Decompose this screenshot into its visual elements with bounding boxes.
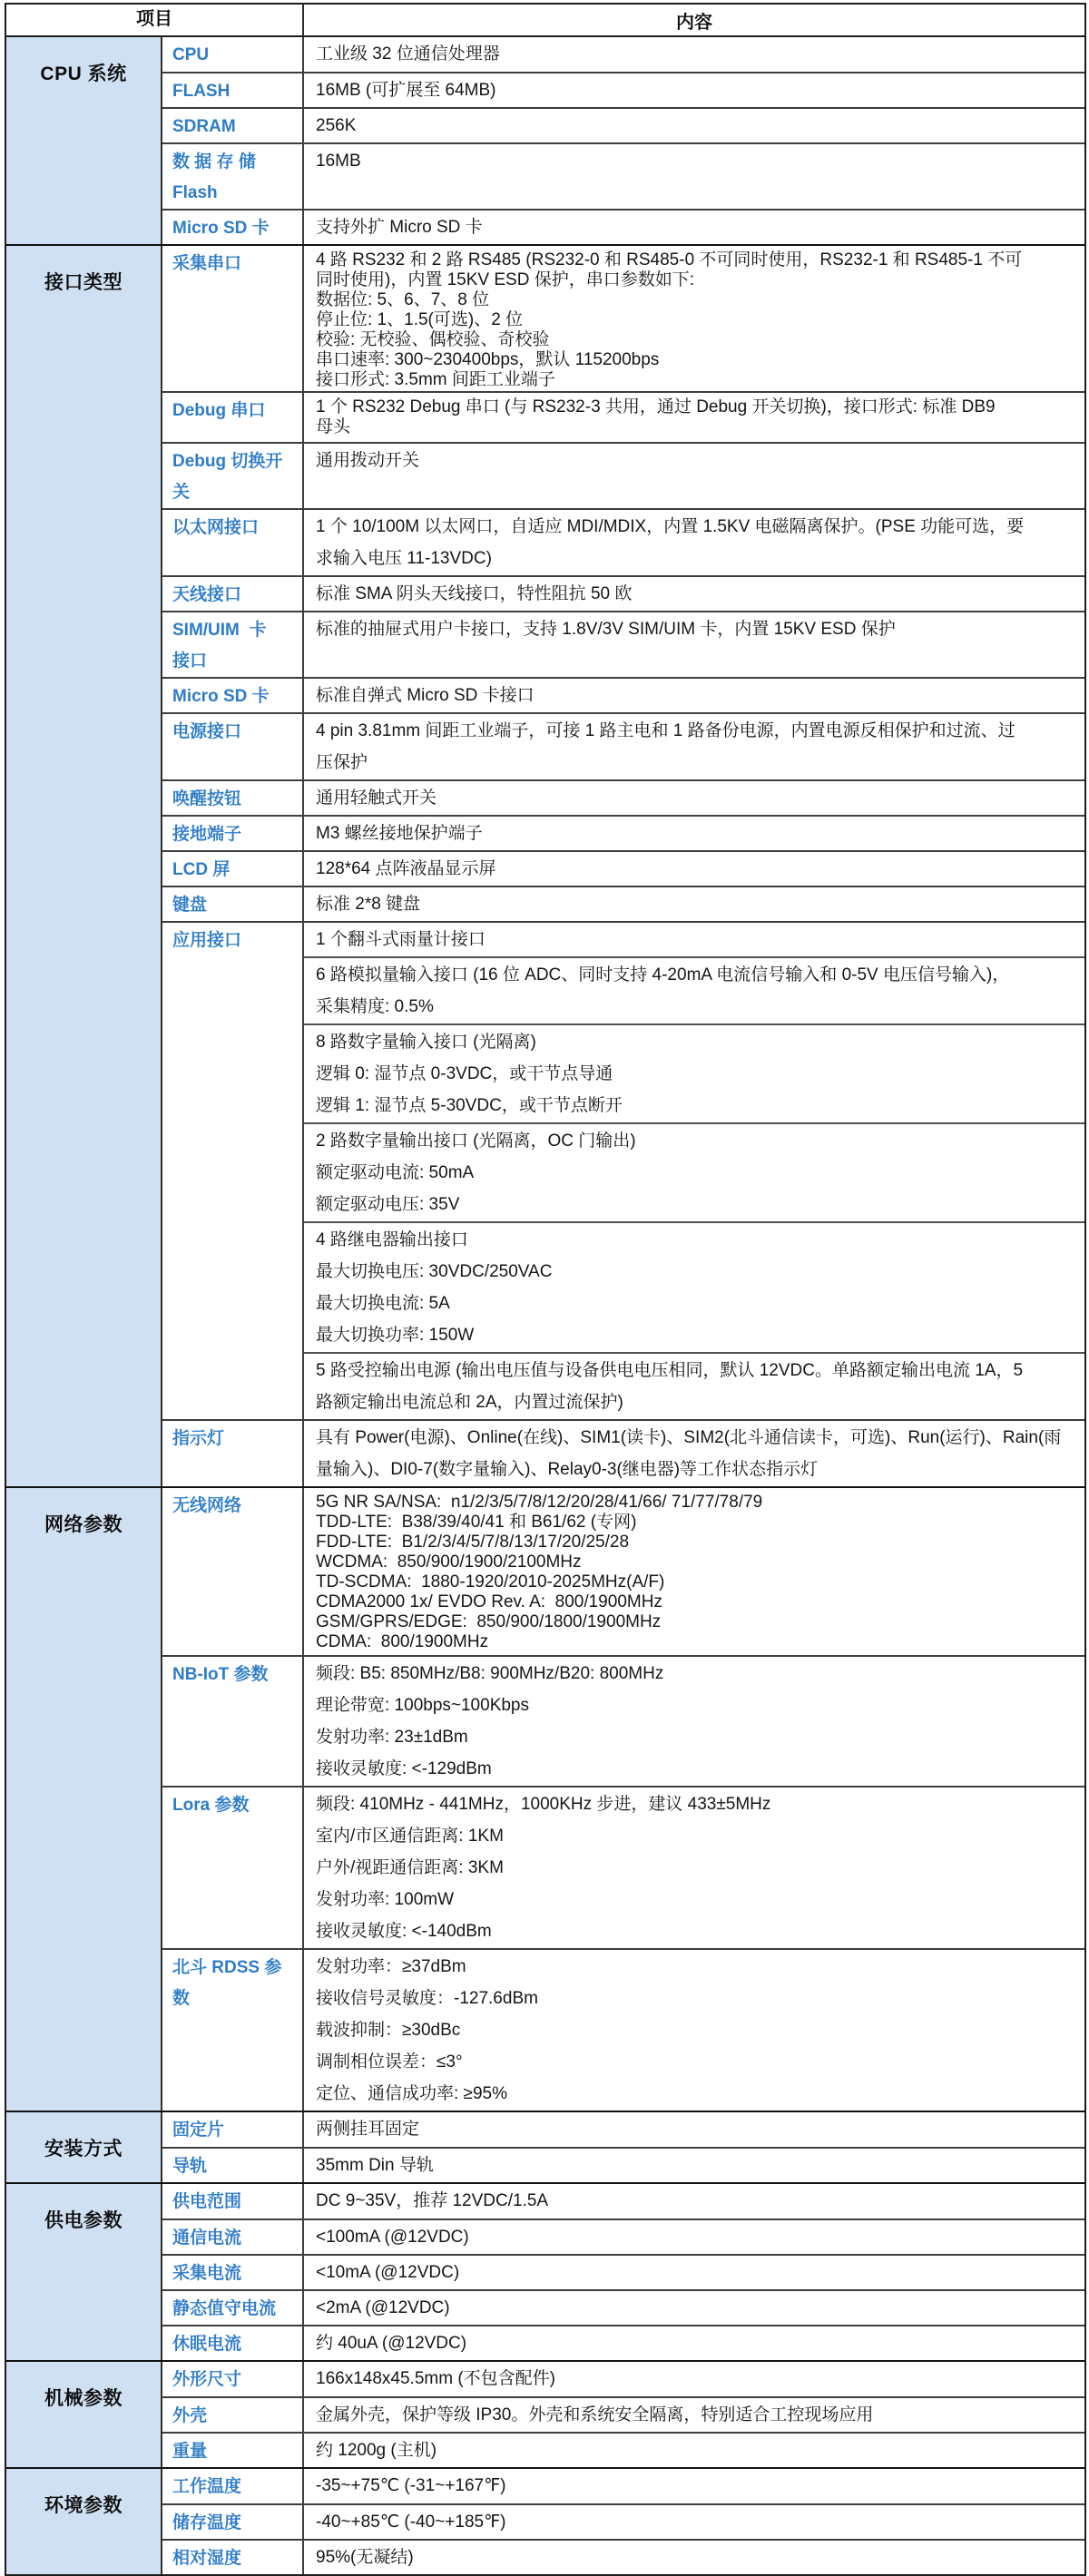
category-cell: 接口类型 xyxy=(6,246,162,1486)
spec-row-sdram xyxy=(162,107,1084,142)
spec-label-dataflash xyxy=(162,144,304,209)
spec-value-block xyxy=(304,1788,1084,1948)
spec-label-line: 储存温度 xyxy=(172,2513,242,2532)
spec-value-line: CDMA: 800/1900MHz xyxy=(316,1632,489,1651)
spec-value-block xyxy=(304,1421,1084,1486)
spec-value-microsdext xyxy=(304,211,1084,244)
spec-value-block xyxy=(304,2326,1084,2360)
spec-value-line: 支持外扩 Micro SD 卡 xyxy=(316,218,483,237)
spec-value-line: 频段: 410MHz - 441MHz，1000KHz 步进，建议 433±5MHz xyxy=(316,1795,771,1814)
spec-value-line: 载波抑制：≥30dBc xyxy=(316,2021,461,2040)
spec-value-block xyxy=(304,2505,1084,2539)
spec-value-sdram xyxy=(304,109,1084,142)
spec-value-line: <2mA (@12VDC) xyxy=(316,2298,450,2317)
spec-value-line: 量输入)、DI0-7(数字量输入)、Relay0-3(继电器)等工作状态指示灯 xyxy=(316,1460,819,1479)
spec-value-block xyxy=(304,679,1084,712)
spec-value-block xyxy=(304,2149,1084,2182)
spec-label-line: Flash xyxy=(172,183,218,202)
spec-label-wireless xyxy=(162,1488,304,1655)
spec-value-line: 两侧挂耳固定 xyxy=(316,2120,420,2139)
spec-value-block xyxy=(304,211,1084,244)
spec-value-line: <10mA (@12VDC) xyxy=(316,2263,460,2282)
spec-value-debugswitch xyxy=(304,444,1084,508)
spec-value-line: 数据位: 5、6、7、8 位 xyxy=(316,290,490,309)
spec-value-line: 标准 SMA 阴头天线接口，特性阻抗 50 欧 xyxy=(316,584,633,603)
spec-label-hum xyxy=(162,2541,304,2574)
section-mount xyxy=(6,2111,1084,2182)
spec-value-cpu xyxy=(304,37,1084,72)
section-rows xyxy=(162,37,1084,244)
spec-row-din xyxy=(162,2147,1084,2182)
spec-row-weight xyxy=(162,2432,1084,2467)
spec-label-line: Debug 串口 xyxy=(172,401,266,420)
spec-value-nbiot xyxy=(304,1657,1084,1786)
spec-label-case xyxy=(162,2398,304,2432)
spec-label-line: 接地端子 xyxy=(172,825,242,844)
spec-label-sdram xyxy=(162,109,304,142)
spec-value-block xyxy=(304,2291,1084,2325)
spec-value-line: 标准 2*8 键盘 xyxy=(316,895,421,914)
spec-value-line: 1 个 RS232 Debug 串口 (与 RS232-3 共用，通过 Debug 开关切换)，接口形式: 标准 DB9 xyxy=(316,397,996,416)
spec-value-line: 定位、通信成功率: ≥95% xyxy=(316,2084,508,2103)
spec-label-line: 键盘 xyxy=(172,896,208,915)
spec-value-block xyxy=(304,2256,1084,2289)
spec-row-lora xyxy=(162,1786,1084,1948)
section-rows xyxy=(162,2469,1084,2574)
spec-sections xyxy=(6,37,1084,2574)
spec-value-line: 约 40uA (@12VDC) xyxy=(316,2334,467,2353)
section-cpu xyxy=(6,37,1084,244)
spec-value-line: 最大切换电流: 5A xyxy=(316,1294,450,1313)
spec-value-line: 具有 Power(电源)、Online(在线)、SIM1(读卡)、SIM2(北斗通信读卡，可选)、Run(运行)、Rain(雨 xyxy=(316,1428,1062,1447)
spec-label-line: 休眠电流 xyxy=(172,2335,242,2354)
spec-row-debugswitch xyxy=(162,442,1084,508)
spec-label-debugserial xyxy=(162,393,304,442)
spec-row-serial xyxy=(162,246,1084,391)
spec-row-scur xyxy=(162,2289,1084,2325)
spec-value-line: TD-SCDMA: 1880-1920/2010-2025MHz(A/F) xyxy=(316,1572,665,1592)
spec-value-block xyxy=(304,1950,1084,2111)
header-content-cell: 内容 xyxy=(676,12,712,33)
category-cell: CPU 系统 xyxy=(6,37,162,244)
category-cell: 供电参数 xyxy=(6,2184,162,2360)
spec-value-line: 约 1200g (主机) xyxy=(316,2441,437,2460)
spec-value-ethernet xyxy=(304,510,1084,575)
spec-value-line: 室内/市区通信距离: 1KM xyxy=(316,1827,504,1846)
spec-label-sim xyxy=(162,612,304,677)
spec-value-prange xyxy=(304,2184,1084,2218)
spec-label-line: 采集电流 xyxy=(172,2264,242,2283)
spec-label-wake xyxy=(162,781,304,815)
spec-value-line: 4 路继电器输出接口 xyxy=(316,1230,468,1249)
spec-row-acur xyxy=(162,2254,1084,2289)
spec-value-line: 发射功率: 100mW xyxy=(316,1890,455,1909)
spec-label-dim xyxy=(162,2362,304,2396)
spec-row-case xyxy=(162,2396,1084,2432)
spec-label-mount xyxy=(162,2112,304,2147)
spec-row-dim xyxy=(162,2362,1084,2396)
spec-label-keypad xyxy=(162,887,304,921)
spec-value-block xyxy=(304,2398,1084,2432)
spec-value-line: 额定驱动电流: 50mA xyxy=(316,1163,475,1182)
section-rows xyxy=(162,1488,1084,2111)
spec-value-keypad xyxy=(304,887,1084,921)
spec-value-ground xyxy=(304,817,1084,850)
spec-value-block xyxy=(304,2541,1084,2574)
spec-value-line: 接收灵敏度: <-129dBm xyxy=(316,1759,492,1778)
section-wireless xyxy=(6,1486,1084,2111)
spec-label-flash xyxy=(162,73,304,107)
spec-value-line: 频段: B5: 850MHz/B8: 900MHz/B20: 800MHz xyxy=(316,1664,664,1683)
spec-label-powerif xyxy=(162,714,304,779)
spec-row-ethernet xyxy=(162,508,1084,575)
spec-label-line: NB-IoT 参数 xyxy=(172,1665,269,1684)
spec-row-ground xyxy=(162,815,1084,850)
spec-value-line: 理论带宽: 100bps~100Kbps xyxy=(316,1696,529,1715)
spec-value-block xyxy=(304,714,1084,779)
spec-value-block xyxy=(304,2220,1084,2254)
spec-label-line: CPU xyxy=(172,45,210,64)
spec-table xyxy=(5,3,1086,2576)
spec-value-line: -35~+75℃ (-31~+167℉) xyxy=(316,2476,506,2495)
spec-value-line: 额定驱动电压: 35V xyxy=(316,1195,460,1214)
spec-row-cpu xyxy=(162,37,1084,72)
spec-value-flash xyxy=(304,73,1084,107)
spec-value-line: GSM/GPRS/EDGE: 850/900/1800/1900MHz xyxy=(316,1612,662,1631)
spec-value-block xyxy=(304,144,1084,178)
spec-value-block xyxy=(304,393,1084,438)
spec-label-microsdext xyxy=(162,211,304,244)
spec-value-line: 调制相位误差：≤3° xyxy=(316,2052,463,2072)
spec-value-line: <100mA (@12VDC) xyxy=(316,2228,469,2247)
spec-row-debugserial xyxy=(162,391,1084,442)
spec-label-line: 相对湿度 xyxy=(172,2549,242,2568)
spec-label-appif xyxy=(162,923,304,1419)
spec-value-line: 最大切换电压: 30VDC/250VAC xyxy=(316,1262,553,1281)
spec-label-line: 数 xyxy=(172,1989,191,2008)
spec-value-debugserial xyxy=(304,393,1084,442)
spec-value-block xyxy=(304,923,1084,956)
spec-label-antenna xyxy=(162,577,304,611)
spec-value-line: 4 路 RS232 和 2 路 RS485 (RS232-0 和 RS485-0 不可同时使用，RS232-1 和 RS485-1 不可 xyxy=(316,250,1023,269)
spec-value-line: 接收信号灵敏度：-127.6dBm xyxy=(316,1989,538,2008)
spec-value-line: 母头 xyxy=(316,417,351,436)
spec-value-sim xyxy=(304,612,1084,677)
spec-label-line: 导轨 xyxy=(172,2157,208,2176)
spec-value-block xyxy=(304,887,1084,921)
spec-row-ccur xyxy=(162,2218,1084,2254)
spec-row-lcd xyxy=(162,850,1084,886)
spec-value-line: 5 路受控输出电源 (输出电压值与设备供电电压相同，默认 12VDC。单路额定输出电流 1A，5 xyxy=(316,1361,1024,1380)
spec-value-line: CDMA2000 1x/ EVDO Rev. A: 800/1900MHz xyxy=(316,1592,662,1611)
spec-row-microsdext xyxy=(162,209,1084,244)
spec-value-line: 4 pin 3.81mm 间距工业端子，可接 1 路主电和 1 路备份电源，内置电源反相保护和过流、过 xyxy=(316,721,1015,740)
spec-label-line: Micro SD 卡 xyxy=(172,219,270,238)
spec-label-line: FLASH xyxy=(172,82,231,101)
spec-row-slcur xyxy=(162,2325,1084,2360)
section-wtemp xyxy=(6,2467,1084,2574)
spec-label-line: 北斗 RDSS 参 xyxy=(172,1958,282,1977)
spec-value-led xyxy=(304,1421,1084,1486)
spec-value-block xyxy=(304,2469,1084,2503)
spec-value-line: 2 路数字量输出接口 (光隔离，OC 门输出) xyxy=(316,1131,636,1151)
spec-label-line: 外形尺寸 xyxy=(172,2370,242,2389)
spec-value-block xyxy=(304,612,1084,646)
spec-label-line: Lora 参数 xyxy=(172,1796,250,1815)
spec-label-nbiot xyxy=(162,1657,304,1786)
spec-value-antenna xyxy=(304,577,1084,611)
spec-value-line: 16MB (可扩展至 64MB) xyxy=(316,81,496,100)
spec-label-din xyxy=(162,2149,304,2182)
spec-label-line: 以太网接口 xyxy=(172,518,260,537)
spec-value-ccur xyxy=(304,2220,1084,2254)
spec-value-line: 停止位: 1、1.5(可选)、2 位 xyxy=(316,310,524,329)
spec-value-case xyxy=(304,2398,1084,2432)
spec-row-dataflash xyxy=(162,142,1084,209)
spec-value-line: DC 9~35V，推荐 12VDC/1.5A xyxy=(316,2191,549,2210)
spec-value-lcd xyxy=(304,852,1084,886)
spec-value-bds xyxy=(304,1950,1084,2111)
spec-label-weight xyxy=(162,2434,304,2467)
spec-value-acur xyxy=(304,2256,1084,2289)
spec-value-block xyxy=(304,1488,1084,1653)
spec-value-line: 采集精度: 0.5% xyxy=(316,997,434,1016)
spec-value-block xyxy=(304,109,1084,142)
spec-value-line: 接口形式: 3.5mm 间距工业端子 xyxy=(316,370,555,389)
spec-value-line: 发射功率：≥37dBm xyxy=(316,1957,466,1976)
spec-label-line: 通信电流 xyxy=(172,2228,242,2248)
spec-row-hum xyxy=(162,2539,1084,2574)
spec-row-antenna xyxy=(162,575,1084,611)
spec-value-mount xyxy=(304,2112,1084,2147)
section-serial xyxy=(6,244,1084,1486)
spec-label-line: 工作温度 xyxy=(172,2477,242,2496)
header-item-cell: 项目 xyxy=(6,5,304,35)
spec-label-line: 接口 xyxy=(172,651,208,671)
spec-label-line: 电源接口 xyxy=(172,722,242,741)
spec-value-line: 逻辑 0: 湿节点 0-3VDC，或干节点导通 xyxy=(316,1064,613,1083)
spec-value-block xyxy=(304,1352,1084,1419)
spec-value-serial xyxy=(304,246,1084,391)
spec-row-sim xyxy=(162,611,1084,677)
section-rows xyxy=(162,2362,1084,2467)
spec-label-line: SIM/UIM 卡 xyxy=(172,621,267,640)
spec-value-block xyxy=(304,2184,1084,2218)
spec-label-line: 重量 xyxy=(172,2442,208,2461)
spec-value-line: 路额定输出电流总和 2A，内置过流保护) xyxy=(316,1393,623,1412)
spec-value-din xyxy=(304,2149,1084,2182)
spec-row-powerif xyxy=(162,712,1084,779)
section-dim xyxy=(6,2360,1084,2467)
spec-row-wake xyxy=(162,779,1084,815)
spec-value-weight xyxy=(304,2434,1084,2467)
spec-value-block xyxy=(304,577,1084,611)
spec-value-line: 5G NR SA/NSA: n1/2/3/5/7/8/12/20/28/41/66/ 71/77/78/79 xyxy=(316,1493,763,1512)
spec-value-line: 35mm Din 导轨 xyxy=(316,2156,434,2175)
spec-value-appif xyxy=(304,923,1084,1419)
section-rows xyxy=(162,246,1084,1486)
spec-label-ground xyxy=(162,817,304,850)
spec-value-block xyxy=(304,781,1084,815)
spec-value-line: 接收灵敏度: <-140dBm xyxy=(316,1922,492,1941)
spec-value-line: 8 路数字量输入接口 (光隔离) xyxy=(316,1033,536,1052)
spec-value-hum xyxy=(304,2541,1084,2574)
spec-label-prange xyxy=(162,2184,304,2218)
spec-label-slcur xyxy=(162,2326,304,2360)
spec-value-line: 逻辑 1: 湿节点 5-30VDC，或干节点断开 xyxy=(316,1096,623,1115)
spec-label-line: Debug 切换开 xyxy=(172,452,283,471)
spec-label-line: 无线网络 xyxy=(172,1496,242,1515)
spec-label-ethernet xyxy=(162,510,304,575)
spec-value-line: FDD-LTE: B1/2/3/4/5/7/8/13/17/20/25/28 xyxy=(316,1533,630,1552)
spec-value-line: 压保护 xyxy=(316,753,368,772)
spec-label-line: 数 据 存 储 xyxy=(172,152,256,171)
spec-label-line: 应用接口 xyxy=(172,931,242,950)
spec-label-microsd xyxy=(162,679,304,712)
spec-value-line: 166x148x45.5mm (不包含配件) xyxy=(316,2369,555,2388)
spec-label-line: 外壳 xyxy=(172,2406,208,2425)
spec-row-appif xyxy=(162,921,1084,1419)
spec-row-microsd xyxy=(162,677,1084,712)
spec-row-stemp xyxy=(162,2503,1084,2539)
spec-value-wake xyxy=(304,781,1084,815)
spec-label-led xyxy=(162,1421,304,1486)
spec-value-line: 标准的抽屉式用户卡接口，支持 1.8V/3V SIM/UIM 卡，内置 15KV ESD 保护 xyxy=(316,620,896,639)
category-cell: 机械参数 xyxy=(6,2362,162,2467)
spec-value-dataflash xyxy=(304,144,1084,209)
spec-row-wtemp xyxy=(162,2469,1084,2503)
spec-value-line: 256K xyxy=(316,116,357,135)
spec-value-block xyxy=(304,444,1084,477)
spec-row-nbiot xyxy=(162,1655,1084,1786)
spec-value-block xyxy=(304,1024,1084,1122)
spec-value-line: 通用拨动开关 xyxy=(316,451,420,470)
spec-row-led xyxy=(162,1419,1084,1486)
spec-label-line: 天线接口 xyxy=(172,585,242,604)
section-prange xyxy=(6,2182,1084,2360)
spec-value-line: WCDMA: 850/900/1900/2100MHz xyxy=(316,1552,582,1572)
spec-value-dim xyxy=(304,2362,1084,2396)
spec-label-bds xyxy=(162,1950,304,2111)
spec-value-line: 通用轻触式开关 xyxy=(316,788,437,808)
section-rows xyxy=(162,2112,1084,2182)
spec-row-wireless xyxy=(162,1488,1084,1655)
spec-row-mount xyxy=(162,2112,1084,2147)
spec-label-line: 静态值守电流 xyxy=(172,2299,277,2318)
spec-value-line: 户外/视距通信距离: 3KM xyxy=(316,1858,504,1877)
spec-label-line: 唤醒按钮 xyxy=(172,789,242,808)
category-cell: 网络参数 xyxy=(6,1488,162,2111)
section-rows xyxy=(162,2184,1084,2360)
spec-label-cpu xyxy=(162,37,304,72)
spec-value-block xyxy=(304,2434,1084,2467)
spec-value-block xyxy=(304,2362,1084,2395)
spec-value-lora xyxy=(304,1788,1084,1948)
spec-row-bds xyxy=(162,1948,1084,2111)
spec-label-line: Micro SD 卡 xyxy=(172,687,270,706)
spec-value-line: 128*64 点阵液晶显示屏 xyxy=(316,859,496,878)
spec-value-block xyxy=(304,510,1084,575)
spec-value-line: 校验: 无校验、偶校验、奇校验 xyxy=(316,330,550,349)
spec-label-scur xyxy=(162,2291,304,2325)
spec-value-line: 16MB xyxy=(316,152,361,171)
spec-label-line: 指示灯 xyxy=(172,1429,225,1448)
spec-value-block xyxy=(304,852,1084,886)
spec-value-line: M3 螺丝接地保护端子 xyxy=(316,824,483,843)
spec-value-line: 金属外壳，保护等级 IP30。外壳和系统安全隔离，特别适合工控现场应用 xyxy=(316,2405,874,2424)
spec-value-line: 串口速率: 300~230400bps，默认 115200bps xyxy=(316,350,660,369)
spec-value-powerif xyxy=(304,714,1084,779)
spec-label-line: 采集串口 xyxy=(172,254,242,273)
spec-value-wtemp xyxy=(304,2469,1084,2503)
spec-value-block xyxy=(304,73,1084,107)
spec-value-block xyxy=(304,1122,1084,1221)
spec-value-line: 求输入电压 11-13VDC) xyxy=(316,549,492,568)
spec-value-block xyxy=(304,2112,1084,2146)
category-cell: 安装方式 xyxy=(6,2112,162,2182)
spec-value-block xyxy=(304,246,1084,391)
spec-label-line: SDRAM xyxy=(172,117,236,136)
spec-value-microsd xyxy=(304,679,1084,712)
spec-value-line: 1 个 10/100M 以太网口，自适应 MDI/MDIX，内置 1.5KV 电磁隔离保护。(PSE 功能可选，要 xyxy=(316,517,1025,536)
spec-value-line: 同时使用)，内置 15KV ESD 保护，串口参数如下: xyxy=(316,270,694,289)
spec-value-line: 最大切换功率: 150W xyxy=(316,1326,475,1345)
spec-value-scur xyxy=(304,2291,1084,2325)
spec-label-line: LCD 屏 xyxy=(172,860,231,879)
spec-value-block xyxy=(304,1657,1084,1786)
spec-label-serial xyxy=(162,246,304,391)
spec-value-stemp xyxy=(304,2505,1084,2539)
spec-value-block xyxy=(304,817,1084,850)
spec-label-lora xyxy=(162,1788,304,1948)
category-cell: 环境参数 xyxy=(6,2469,162,2574)
spec-value-line: 6 路模拟量输入接口 (16 位 ADC、同时支持 4-20mA 电流信号输入和 0-5V 电压信号输入)， xyxy=(316,965,1010,984)
spec-value-block xyxy=(304,37,1084,71)
spec-label-wtemp xyxy=(162,2469,304,2503)
spec-label-ccur xyxy=(162,2220,304,2254)
spec-value-line: 工业级 32 位通信处理器 xyxy=(316,44,500,64)
spec-value-block xyxy=(304,956,1084,1024)
spec-label-line: 供电范围 xyxy=(172,2192,242,2211)
table-header-row xyxy=(6,5,1084,37)
spec-value-line: -40~+85℃ (-40~+185℉) xyxy=(316,2512,506,2532)
spec-value-line: 标准自弹式 Micro SD 卡接口 xyxy=(316,686,535,705)
spec-value-line: 发射功率: 23±1dBm xyxy=(316,1728,468,1747)
spec-value-line: 1 个翻斗式雨量计接口 xyxy=(316,930,486,949)
spec-label-debugswitch xyxy=(162,444,304,508)
spec-value-block xyxy=(304,1221,1084,1352)
spec-row-flash xyxy=(162,72,1084,107)
spec-label-acur xyxy=(162,2256,304,2289)
spec-value-slcur xyxy=(304,2326,1084,2360)
spec-value-wireless xyxy=(304,1488,1084,1655)
spec-value-line: TDD-LTE: B38/39/40/41 和 B61/62 (专网) xyxy=(316,1513,637,1532)
spec-row-keypad xyxy=(162,886,1084,921)
spec-value-line: 95%(无凝结) xyxy=(316,2548,414,2567)
spec-label-stemp xyxy=(162,2505,304,2539)
spec-row-prange xyxy=(162,2184,1084,2218)
spec-label-line: 关 xyxy=(172,483,191,502)
spec-label-lcd xyxy=(162,852,304,886)
spec-label-line: 固定片 xyxy=(172,2121,225,2140)
